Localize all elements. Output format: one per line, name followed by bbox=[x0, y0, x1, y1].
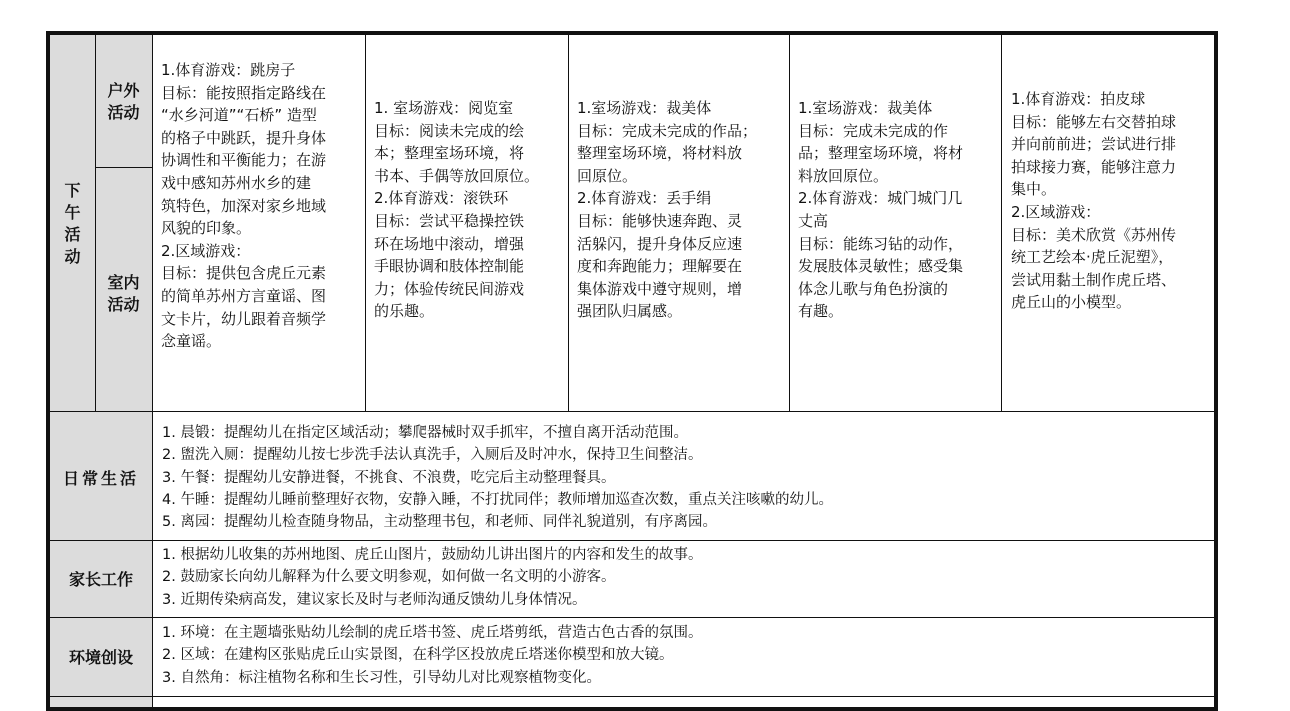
list-item: 3. 近期传染病高发，建议家长及时与老师沟通反馈幼儿身体情况。 bbox=[162, 591, 587, 608]
list-item: 1. 晨锻：提醒幼儿在指定区域活动；攀爬器械时双手抓牢，不擅自离开活动范围。 bbox=[162, 425, 688, 441]
day-5-activities: 1.体育游戏：拍皮球 目标：能够左右交替拍球 并向前前进；尝试进行排 拍球接力赛，能够注意力 集中。 2.区域游戏： 目标：美术欣赏《苏州传 统工艺绘本·虎丘泥塑》， 尝试用黏土制作虎丘塔、 虎丘山的小模型。 bbox=[1011, 90, 1177, 312]
grid-line bbox=[50, 540, 1214, 541]
day-2-activities: 1. 室场游戏：阅览室 目标：阅读未完成的绘 本；整理室场环境，将 书本、手偶等放回原位。 2.体育游戏：滚铁环 目标：尝试平稳操控铁 环在场地中滚动，增强 手眼协调和肢体控制能 力；体验传统民间游戏 的乐趣。 bbox=[374, 99, 540, 321]
grid-line bbox=[789, 35, 790, 411]
grid-line bbox=[568, 35, 569, 411]
grid-line bbox=[50, 696, 1214, 697]
parents-work-header: 家长工作 bbox=[68, 570, 133, 589]
next-row-header-bg bbox=[50, 697, 152, 707]
outdoor-activity-header: 户外 活动 bbox=[107, 81, 140, 122]
grid-line bbox=[50, 617, 1214, 618]
afternoon-activity-header: 下 午 活 动 bbox=[64, 181, 81, 266]
list-item: 4. 午睡：提醒幼儿睡前整理好衣物，安静入睡，不打扰同伴；教师增加巡查次数，重点关注咳嗽的幼儿。 bbox=[162, 491, 833, 508]
day-1-activities: 1.体育游戏：跳房子 目标：能按照指定路线在 “水乡河道”“石桥” 造型 的格子中跳跃，提升身体 协调性和平衡能力；在游 戏中感知苏州水乡的建 筑特色，加深对家乡地域 风貌的印象。 2.区域游戏： 目标：提供包含虎丘元素 的简单苏州方言童谣、图 文卡片，幼儿跟着音频学 念童谣。 bbox=[161, 61, 327, 351]
parents-work-list bbox=[162, 544, 702, 611]
list-item: 3. 午餐：提醒幼儿安静进餐，不挑食、不浪费，吃完后主动整理餐具。 bbox=[162, 469, 616, 486]
day-3-activities: 1.室场游戏：裁美体 目标：完成未完成的作品； 整理室场环境，将材料放 回原位。 2.体育游戏：丢手绢 目标：能够快速奔跑、灵 活躲闪，提升身体反应速 度和奔跑能力；理解要在 集体游戏中遵守规则，增 强团队归属感。 bbox=[577, 99, 758, 321]
daily-life-list bbox=[162, 422, 833, 533]
grid-line bbox=[365, 35, 366, 411]
list-item: 1. 环境：在主题墙张贴幼儿绘制的虎丘塔书签、虎丘塔剪纸，营造古色古香的氛围。 bbox=[162, 625, 703, 641]
grid-line bbox=[95, 167, 152, 168]
list-item: 2. 区域：在建构区张贴虎丘山实景图，在科学区投放虎丘塔迷你模型和放大镜。 bbox=[162, 647, 674, 664]
daily-life-header: 日常生活 bbox=[62, 469, 139, 488]
list-item: 5. 离园：提醒幼儿检查随身物品，主动整理书包，和老师、同伴礼貌道别，有序离园。 bbox=[162, 514, 717, 531]
list-item: 2. 盥洗入厕：提醒幼儿按七步洗手法认真洗手，入厕后及时冲水，保持卫生间整洁。 bbox=[162, 447, 703, 464]
grid-line bbox=[1001, 35, 1002, 411]
indoor-activity-header: 室内 活动 bbox=[107, 273, 140, 314]
environment-creation-list bbox=[162, 622, 702, 689]
grid-line bbox=[152, 35, 153, 707]
list-item: 3. 自然角：标注植物名称和生长习性，引导幼儿对比观察植物变化。 bbox=[162, 669, 601, 686]
list-item: 1. 根据幼儿收集的苏州地图、虎丘山图片，鼓励幼儿讲出图片的内容和发生的故事。 bbox=[162, 547, 703, 563]
environment-creation-header: 环境创设 bbox=[68, 648, 133, 667]
list-item: 2. 鼓励家长向幼儿解释为什么要文明参观，如何做一名文明的小游客。 bbox=[162, 569, 616, 586]
grid-line bbox=[50, 411, 1214, 412]
day-4-activities: 1.室场游戏：裁美体 目标：完成未完成的作 品；整理室场环境，将材 料放回原位。 2.体育游戏：城门城门几 丈高 目标：能练习钻的动作， 发展肢体灵敏性；感受集 体念儿歌与角色扮演的 有趣。 bbox=[798, 99, 964, 321]
